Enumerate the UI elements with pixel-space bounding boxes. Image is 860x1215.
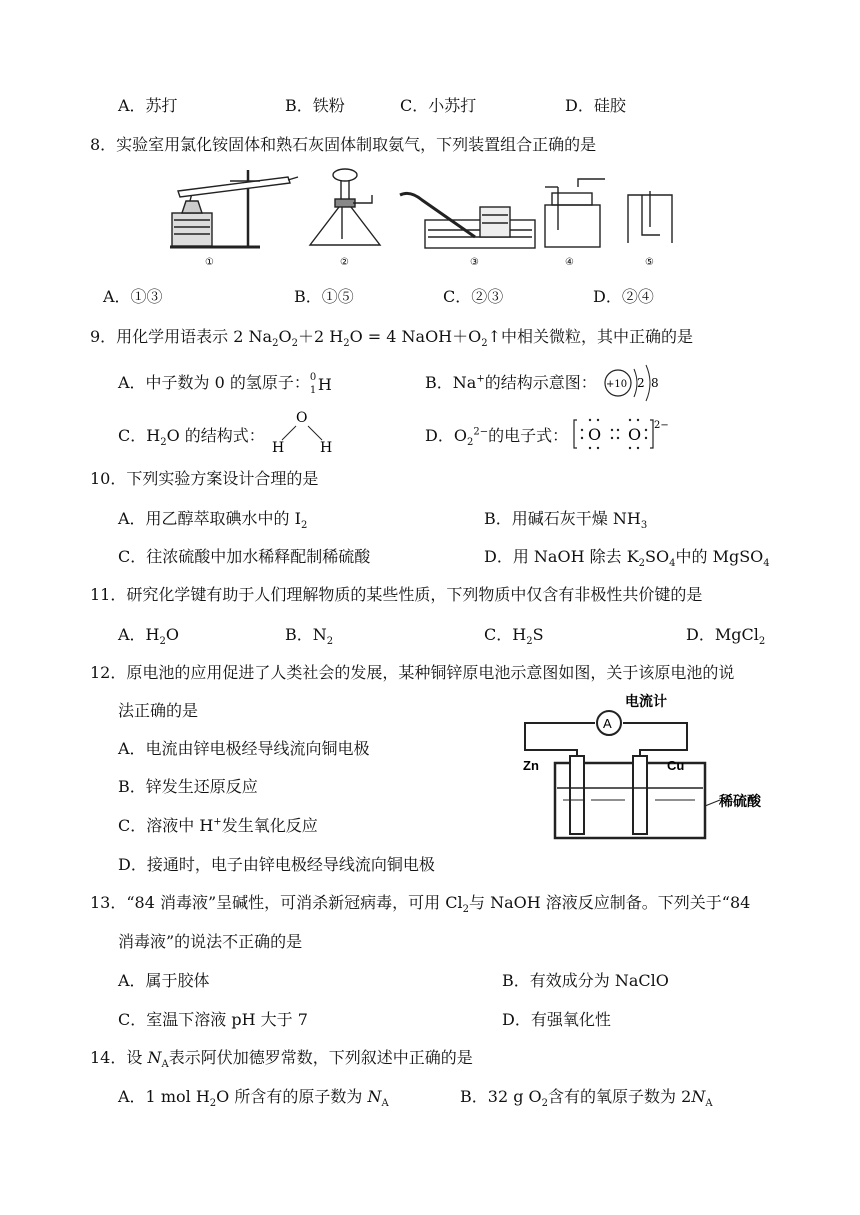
q7-option-a: A．苏打 <box>118 96 178 115</box>
q13-option-a: A．属于胶体 <box>118 971 210 990</box>
electron-formula-charge: 2− <box>654 420 669 431</box>
galvanic-cell-figure <box>515 688 795 843</box>
q8-apparatus-figure <box>160 165 720 270</box>
apparatus-3 <box>400 193 535 248</box>
q11-option-b: B．$N_2$ <box>285 625 334 648</box>
q14-option-a: A．1 mol $H_2O$ 所含有的原子数为 $N_A$ <box>118 1087 389 1110</box>
apparatus-2 <box>310 169 380 245</box>
water-structural-formula <box>268 408 338 456</box>
q9-option-c: C．$H_2O$ 的结构式： <box>118 426 265 449</box>
q11-option-d: D．MgCl$_2$ <box>686 625 766 648</box>
q11-stem: 11．研究化学键有助于人们理解物质的某些性质，下列物质中仅含有非极性共价键的是 <box>90 585 703 604</box>
q9-option-a: A．中子数为 0 的氢原子： 0 1 H <box>118 371 332 396</box>
apparatus-label-2: ② <box>340 257 349 268</box>
ammeter-label: 电流计 <box>625 693 667 709</box>
q7-option-d: D．硅胶 <box>565 96 626 115</box>
q8-option-b: B．①⑤ <box>294 287 354 306</box>
sulfuric-acid-label: 稀硫酸 <box>719 793 761 809</box>
apparatus-1 <box>170 170 298 247</box>
q9-stem: 9．用化学用语表示 2 $Na_2O_2+2$ $H_2O = 4$ $NaOH+O_2↑$中相关微粒，其中正确的是 <box>90 327 694 350</box>
shell-2-electrons: 8 <box>651 376 659 390</box>
q13-option-d: D．有强氧化性 <box>502 1010 611 1029</box>
formula-o: O <box>296 410 308 426</box>
apparatus-5 <box>628 191 672 243</box>
q11-option-a: A．$H_2O$ <box>118 625 180 648</box>
shell-1-electrons: 2 <box>637 376 645 390</box>
q14-option-b: B．32 g $O_2$含有的氧原子数为 $2N_A$ <box>460 1087 713 1110</box>
q14-stem: 14．设 $N_A$表示阿伏加德罗常数，下列叙述中正确的是 <box>90 1048 473 1071</box>
q13-option-c: C．室温下溶液 pH 大于 7 <box>118 1010 308 1029</box>
q12-stem-line-2: 法正确的是 <box>118 701 199 720</box>
apparatus-label-5: ⑤ <box>645 257 654 268</box>
q12-stem-line-1: 12．原电池的应用促进了人类社会的发展，某种铜锌原电池示意图如图，关于该原电池的说 <box>90 663 735 682</box>
formula-h2: H <box>320 440 333 456</box>
na-ion-structure-diagram <box>600 355 670 405</box>
q12-option-c: C．溶液中 H+发生氧化反应 <box>118 816 318 835</box>
q10-option-c: C．往浓硫酸中加水稀释配制稀硫酸 <box>118 547 371 566</box>
q9-option-b: B．Na+的结构示意图： <box>425 373 597 392</box>
q8-stem: 8．实验室用氯化铵固体和熟石灰固体制取氨气，下列装置组合正确的是 <box>90 135 597 154</box>
apparatus-label-1: ① <box>205 257 214 268</box>
q13-stem-line-2: 消毒液”的说法不正确的是 <box>118 932 303 951</box>
q13-option-b: B．有效成分为 NaClO <box>502 971 669 990</box>
q10-option-d: D．用 NaOH 除去 $K_2SO_4$中的 MgSO$_4$ <box>484 547 770 570</box>
q13-stem-line-1: 13．“84 消毒液”呈碱性，可消杀新冠病毒，可用 $Cl_2$与 NaOH 溶液反应制备。下列关于“84 <box>90 893 751 916</box>
zinc-label: Zn <box>523 758 539 773</box>
peroxide-electron-formula <box>572 414 672 454</box>
q9-option-d: D．$O_2^{2-}$的电子式： <box>425 426 569 449</box>
q11-option-c: C．$H_2S$ <box>484 625 544 648</box>
apparatus-4 <box>545 179 605 247</box>
electron-formula-o2: O <box>628 425 642 444</box>
formula-h1: H <box>272 440 285 456</box>
q8-option-c: C．②③ <box>443 287 504 306</box>
nucleus-charge: +10 <box>606 379 628 390</box>
q8-option-d: D．②④ <box>593 287 654 306</box>
q10-option-a: A．用乙醇萃取碘水中的 $I_2$ <box>118 509 308 532</box>
q7-option-c: C．小苏打 <box>400 96 477 115</box>
q8-option-a: A．①③ <box>103 287 163 306</box>
q12-option-d: D．接通时，电子由锌电极经导线流向铜电极 <box>118 855 435 874</box>
copper-label: Cu <box>667 758 685 773</box>
q12-option-b: B．锌发生还原反应 <box>118 777 258 796</box>
q10-option-b: B．用碱石灰干燥 $NH_3$ <box>484 509 648 532</box>
ammeter-letter: A <box>603 716 612 731</box>
q12-option-a: A．电流由锌电极经导线流向铜电极 <box>118 739 370 758</box>
apparatus-label-4: ④ <box>565 257 574 268</box>
q10-stem: 10．下列实验方案设计合理的是 <box>90 469 319 488</box>
apparatus-label-3: ③ <box>470 257 479 268</box>
electron-formula-o1: O <box>588 425 602 444</box>
q7-option-b: B．铁粉 <box>285 96 345 115</box>
